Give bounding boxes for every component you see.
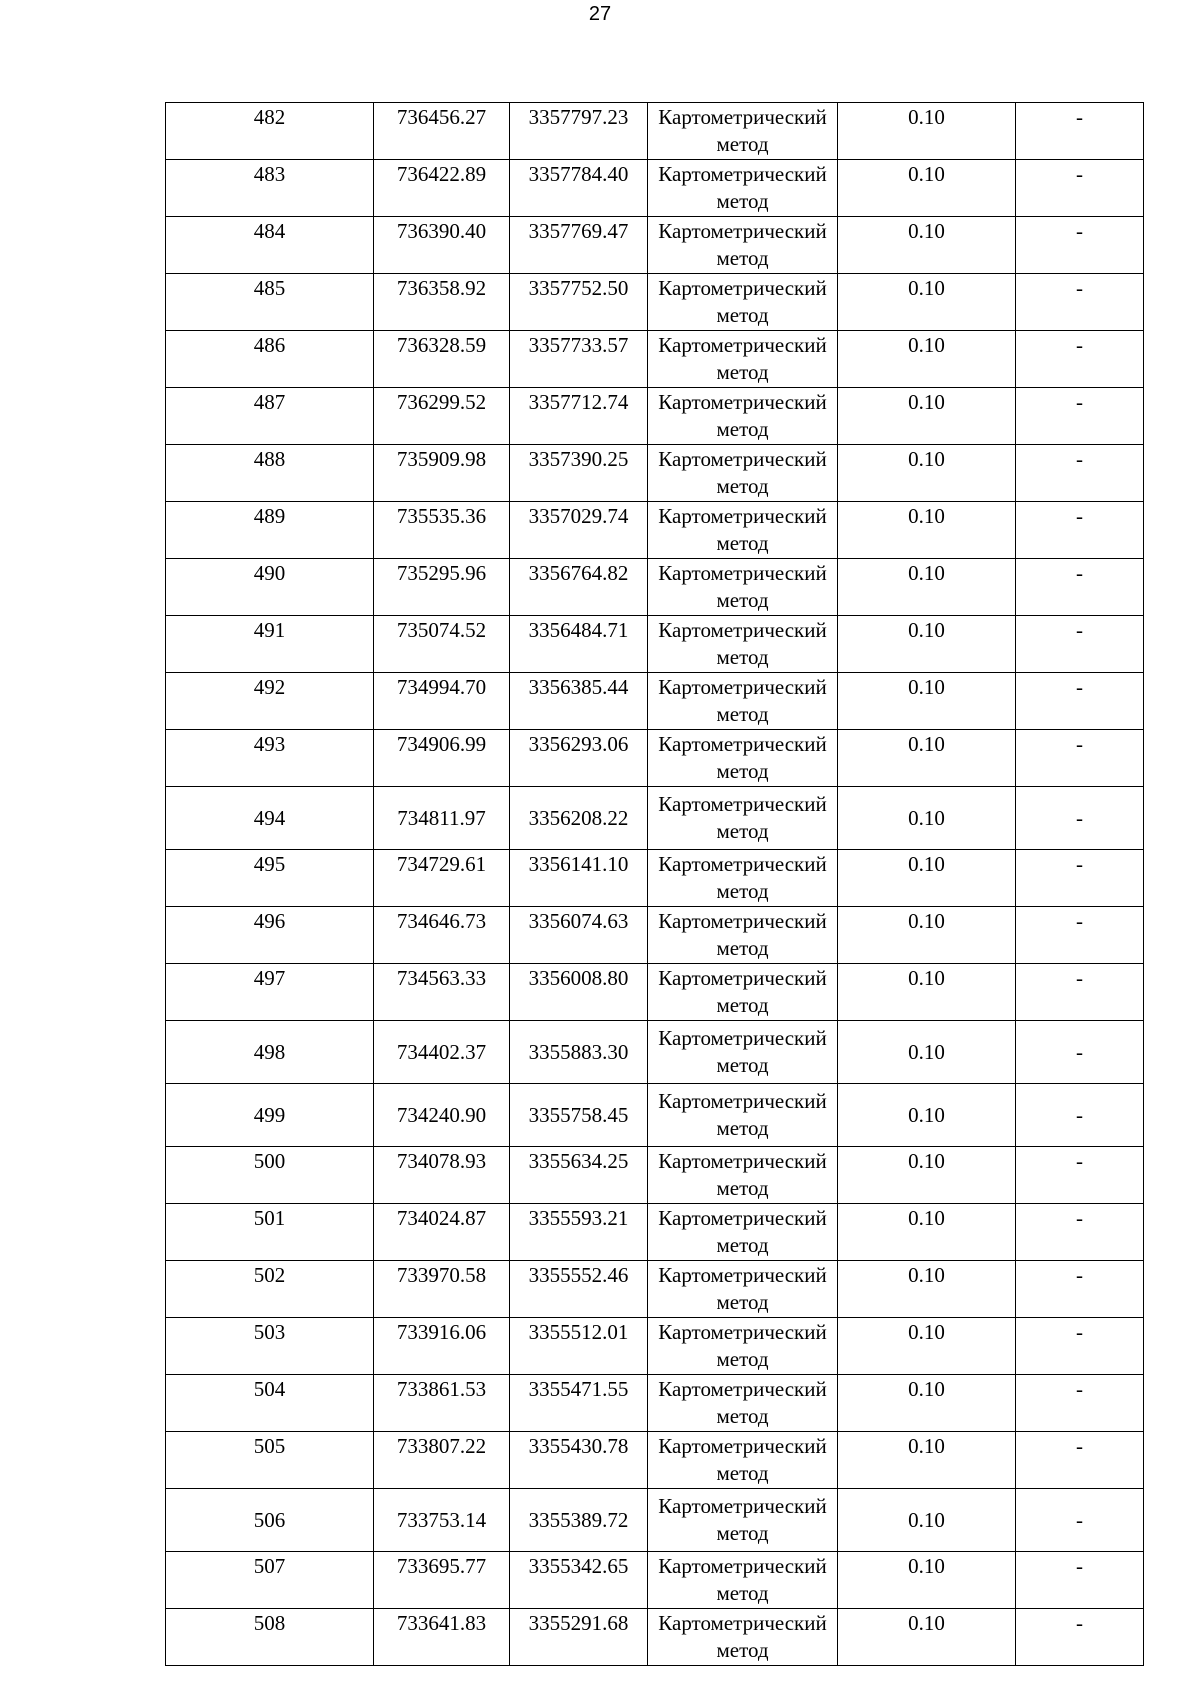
note-cell: - [1016,673,1144,730]
note-cell: - [1016,103,1144,160]
method-cell [648,160,838,217]
accuracy-cell: 0.10 [838,787,1016,850]
accuracy-cell: 0.10 [838,673,1016,730]
method-cell [648,1147,838,1204]
y-coordinate-cell: 3355430.78 [510,1432,648,1489]
method-line-2: метод [716,1404,769,1428]
table-row [166,274,1144,331]
x-coordinate-cell: 734994.70 [374,673,510,730]
method-line-2: метод [716,531,769,555]
accuracy-cell: 0.10 [838,616,1016,673]
table-row [166,217,1144,274]
method-cell [648,850,838,907]
y-coordinate-cell: 3357712.74 [510,388,648,445]
method-cell [648,1552,838,1609]
method-cell [648,502,838,559]
method-line-2: метод [716,417,769,441]
y-coordinate-cell: 3355471.55 [510,1375,648,1432]
method-line-2: метод [716,1638,769,1662]
table-row [166,964,1144,1021]
method-line-1: Картометрический [658,1554,827,1578]
accuracy-cell: 0.10 [838,160,1016,217]
method-line-2: метод [716,1053,769,1077]
table-row [166,445,1144,502]
point-number-cell: 494 [166,787,374,850]
note-cell: - [1016,331,1144,388]
table-row [166,1432,1144,1489]
point-number-cell: 506 [166,1489,374,1552]
point-number-cell: 490 [166,559,374,616]
accuracy-cell: 0.10 [838,1489,1016,1552]
note-cell: - [1016,559,1144,616]
table-row [166,388,1144,445]
method-line-1: Картометрический [658,675,827,699]
method-line-1: Картометрический [658,1434,827,1458]
note-cell: - [1016,787,1144,850]
note-cell: - [1016,1261,1144,1318]
accuracy-cell: 0.10 [838,1147,1016,1204]
method-line-1: Картометрический [658,1089,827,1113]
note-cell: - [1016,1084,1144,1147]
y-coordinate-cell: 3356008.80 [510,964,648,1021]
method-line-1: Картометрический [658,966,827,990]
point-number-cell: 484 [166,217,374,274]
x-coordinate-cell: 736456.27 [374,103,510,160]
y-coordinate-cell: 3357797.23 [510,103,648,160]
method-cell [648,274,838,331]
method-cell [648,1261,838,1318]
accuracy-cell: 0.10 [838,1204,1016,1261]
y-coordinate-cell: 3355291.68 [510,1609,648,1666]
method-line-2: метод [716,819,769,843]
table-row [166,1261,1144,1318]
table-row [166,1552,1144,1609]
method-line-2: метод [716,993,769,1017]
note-cell: - [1016,1318,1144,1375]
x-coordinate-cell: 736328.59 [374,331,510,388]
accuracy-cell: 0.10 [838,1432,1016,1489]
method-line-2: метод [716,360,769,384]
table-row [166,103,1144,160]
point-number-cell: 502 [166,1261,374,1318]
x-coordinate-cell: 736422.89 [374,160,510,217]
point-number-cell: 501 [166,1204,374,1261]
note-cell: - [1016,907,1144,964]
point-number-cell: 492 [166,673,374,730]
y-coordinate-cell: 3357769.47 [510,217,648,274]
table-row [166,331,1144,388]
method-line-2: метод [716,1461,769,1485]
accuracy-cell: 0.10 [838,217,1016,274]
point-number-cell: 498 [166,1021,374,1084]
table-row [166,1609,1144,1666]
method-cell [648,1084,838,1147]
y-coordinate-cell: 3357733.57 [510,331,648,388]
method-line-1: Картометрический [658,1263,827,1287]
method-line-1: Картометрический [658,732,827,756]
point-number-cell: 496 [166,907,374,964]
y-coordinate-cell: 3357390.25 [510,445,648,502]
method-cell [648,964,838,1021]
table-row [166,1318,1144,1375]
method-line-2: метод [716,702,769,726]
method-line-2: метод [716,1116,769,1140]
method-cell [648,1318,838,1375]
note-cell: - [1016,730,1144,787]
point-number-cell: 500 [166,1147,374,1204]
note-cell: - [1016,445,1144,502]
accuracy-cell: 0.10 [838,331,1016,388]
table-row [166,1084,1144,1147]
table-row [166,673,1144,730]
method-line-2: метод [716,189,769,213]
coordinates-table [165,102,1144,1666]
note-cell: - [1016,217,1144,274]
page-number: 27 [588,3,612,25]
x-coordinate-cell: 735074.52 [374,616,510,673]
table-row [166,787,1144,850]
x-coordinate-cell: 734646.73 [374,907,510,964]
note-cell: - [1016,1552,1144,1609]
table-row [166,160,1144,217]
method-cell [648,1375,838,1432]
accuracy-cell: 0.10 [838,907,1016,964]
table-row [166,616,1144,673]
method-cell [648,1489,838,1552]
method-cell [648,217,838,274]
method-line-1: Картометрический [658,390,827,414]
y-coordinate-cell: 3355389.72 [510,1489,648,1552]
x-coordinate-cell: 733695.77 [374,1552,510,1609]
method-line-1: Картометрический [658,447,827,471]
x-coordinate-cell: 733807.22 [374,1432,510,1489]
method-line-2: метод [716,1521,769,1545]
note-cell: - [1016,964,1144,1021]
method-line-1: Картометрический [658,504,827,528]
method-cell [648,1204,838,1261]
x-coordinate-cell: 733916.06 [374,1318,510,1375]
method-line-1: Картометрический [658,561,827,585]
method-cell [648,445,838,502]
x-coordinate-cell: 735535.36 [374,502,510,559]
y-coordinate-cell: 3356141.10 [510,850,648,907]
method-line-2: метод [716,246,769,270]
x-coordinate-cell: 734563.33 [374,964,510,1021]
accuracy-cell: 0.10 [838,1261,1016,1318]
x-coordinate-cell: 736390.40 [374,217,510,274]
y-coordinate-cell: 3355552.46 [510,1261,648,1318]
x-coordinate-cell: 733861.53 [374,1375,510,1432]
y-coordinate-cell: 3355634.25 [510,1147,648,1204]
method-cell [648,1609,838,1666]
note-cell: - [1016,850,1144,907]
point-number-cell: 491 [166,616,374,673]
method-line-2: метод [716,1581,769,1605]
x-coordinate-cell: 734078.93 [374,1147,510,1204]
point-number-cell: 488 [166,445,374,502]
method-line-2: метод [716,588,769,612]
table-row [166,1021,1144,1084]
table-row [166,730,1144,787]
point-number-cell: 489 [166,502,374,559]
y-coordinate-cell: 3355512.01 [510,1318,648,1375]
note-cell: - [1016,502,1144,559]
note-cell: - [1016,388,1144,445]
method-cell [648,103,838,160]
method-line-1: Картометрический [658,909,827,933]
y-coordinate-cell: 3356385.44 [510,673,648,730]
method-cell [648,1021,838,1084]
table-row [166,1375,1144,1432]
x-coordinate-cell: 734240.90 [374,1084,510,1147]
point-number-cell: 485 [166,274,374,331]
point-number-cell: 497 [166,964,374,1021]
method-cell [648,388,838,445]
point-number-cell: 504 [166,1375,374,1432]
accuracy-cell: 0.10 [838,730,1016,787]
accuracy-cell: 0.10 [838,1318,1016,1375]
method-line-2: метод [716,645,769,669]
note-cell: - [1016,1375,1144,1432]
method-line-1: Картометрический [658,618,827,642]
y-coordinate-cell: 3355883.30 [510,1021,648,1084]
y-coordinate-cell: 3355593.21 [510,1204,648,1261]
method-cell [648,787,838,850]
x-coordinate-cell: 735909.98 [374,445,510,502]
note-cell: - [1016,1204,1144,1261]
x-coordinate-cell: 734024.87 [374,1204,510,1261]
accuracy-cell: 0.10 [838,445,1016,502]
note-cell: - [1016,160,1144,217]
method-cell [648,559,838,616]
method-line-1: Картометрический [658,1026,827,1050]
y-coordinate-cell: 3357752.50 [510,274,648,331]
y-coordinate-cell: 3356074.63 [510,907,648,964]
method-cell [648,673,838,730]
method-line-1: Картометрический [658,105,827,129]
method-line-1: Картометрический [658,1149,827,1173]
method-line-2: метод [716,1233,769,1257]
note-cell: - [1016,1147,1144,1204]
accuracy-cell: 0.10 [838,964,1016,1021]
accuracy-cell: 0.10 [838,850,1016,907]
method-cell [648,616,838,673]
point-number-cell: 507 [166,1552,374,1609]
x-coordinate-cell: 734906.99 [374,730,510,787]
method-line-2: метод [716,474,769,498]
x-coordinate-cell: 735295.96 [374,559,510,616]
x-coordinate-cell: 734729.61 [374,850,510,907]
method-line-2: метод [716,879,769,903]
y-coordinate-cell: 3356208.22 [510,787,648,850]
method-line-1: Картометрический [658,792,827,816]
point-number-cell: 487 [166,388,374,445]
y-coordinate-cell: 3356764.82 [510,559,648,616]
x-coordinate-cell: 736299.52 [374,388,510,445]
y-coordinate-cell: 3357029.74 [510,502,648,559]
y-coordinate-cell: 3357784.40 [510,160,648,217]
method-line-1: Картометрический [658,276,827,300]
method-line-2: метод [716,1347,769,1371]
point-number-cell: 486 [166,331,374,388]
method-line-2: метод [716,936,769,960]
x-coordinate-cell: 734811.97 [374,787,510,850]
method-line-2: метод [716,1176,769,1200]
method-cell [648,730,838,787]
table-row [166,1204,1144,1261]
accuracy-cell: 0.10 [838,103,1016,160]
table-row [166,502,1144,559]
y-coordinate-cell: 3356484.71 [510,616,648,673]
table-body [166,103,1144,1666]
method-line-1: Картометрический [658,1320,827,1344]
method-line-2: метод [716,1290,769,1314]
method-line-2: метод [716,303,769,327]
accuracy-cell: 0.10 [838,502,1016,559]
table-row [166,850,1144,907]
point-number-cell: 483 [166,160,374,217]
method-line-1: Картометрический [658,1206,827,1230]
method-line-1: Картометрический [658,852,827,876]
method-cell [648,1432,838,1489]
accuracy-cell: 0.10 [838,1375,1016,1432]
point-number-cell: 495 [166,850,374,907]
note-cell: - [1016,616,1144,673]
note-cell: - [1016,1609,1144,1666]
x-coordinate-cell: 733641.83 [374,1609,510,1666]
accuracy-cell: 0.10 [838,559,1016,616]
table-row [166,907,1144,964]
method-line-1: Картометрический [658,162,827,186]
method-line-2: метод [716,132,769,156]
point-number-cell: 482 [166,103,374,160]
method-line-2: метод [716,759,769,783]
accuracy-cell: 0.10 [838,1552,1016,1609]
method-line-1: Картометрический [658,1377,827,1401]
x-coordinate-cell: 736358.92 [374,274,510,331]
accuracy-cell: 0.10 [838,274,1016,331]
table-row [166,1489,1144,1552]
method-cell [648,331,838,388]
accuracy-cell: 0.10 [838,1609,1016,1666]
method-line-1: Картометрический [658,1494,827,1518]
method-line-1: Картометрический [658,219,827,243]
note-cell: - [1016,1432,1144,1489]
accuracy-cell: 0.10 [838,1084,1016,1147]
point-number-cell: 505 [166,1432,374,1489]
x-coordinate-cell: 733970.58 [374,1261,510,1318]
note-cell: - [1016,274,1144,331]
x-coordinate-cell: 733753.14 [374,1489,510,1552]
method-line-1: Картометрический [658,1611,827,1635]
table-row [166,1147,1144,1204]
point-number-cell: 503 [166,1318,374,1375]
point-number-cell: 499 [166,1084,374,1147]
y-coordinate-cell: 3355342.65 [510,1552,648,1609]
point-number-cell: 508 [166,1609,374,1666]
y-coordinate-cell: 3355758.45 [510,1084,648,1147]
method-cell [648,907,838,964]
y-coordinate-cell: 3356293.06 [510,730,648,787]
x-coordinate-cell: 734402.37 [374,1021,510,1084]
point-number-cell: 493 [166,730,374,787]
note-cell: - [1016,1021,1144,1084]
accuracy-cell: 0.10 [838,1021,1016,1084]
note-cell: - [1016,1489,1144,1552]
accuracy-cell: 0.10 [838,388,1016,445]
table-row [166,559,1144,616]
method-line-1: Картометрический [658,333,827,357]
